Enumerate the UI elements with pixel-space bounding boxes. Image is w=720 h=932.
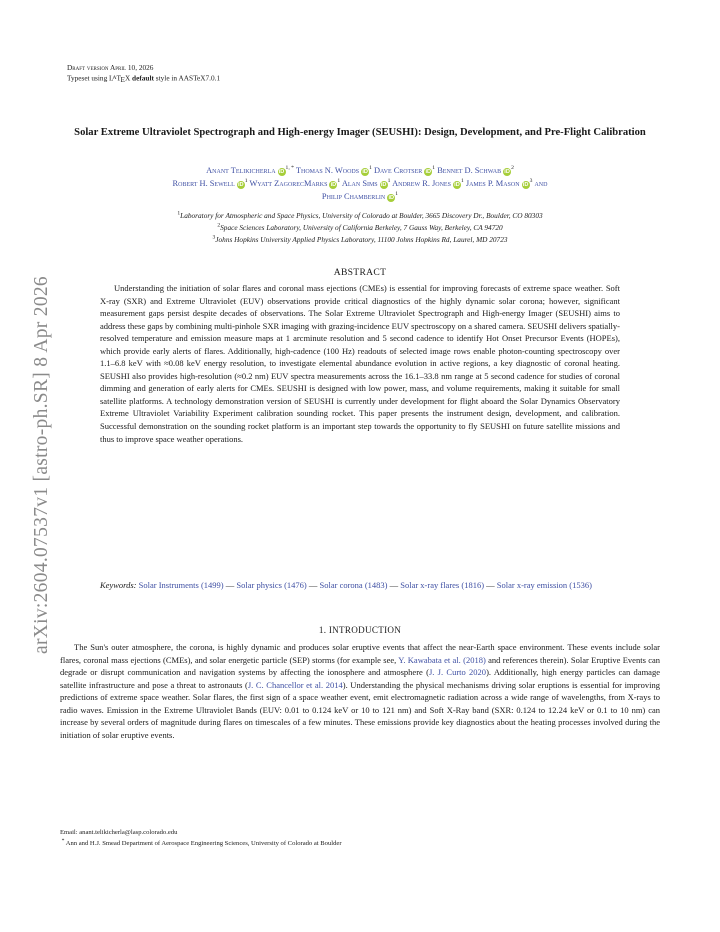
author-affiliation-mark: 1, * xyxy=(285,165,294,172)
affiliation-mark: 3 xyxy=(212,234,216,241)
author-affiliation-mark: 1 xyxy=(337,178,341,184)
keyword-separator: — xyxy=(387,580,401,590)
typeset-bold: default xyxy=(132,73,154,83)
orcid-icon[interactable]: iD xyxy=(522,181,529,188)
keywords xyxy=(100,579,677,592)
affiliation-text: Laboratory for Atmospheric and Space Physics, University of Colorado at Boulder, 3665 Discovery Dr., Boulder, CO 80303 xyxy=(180,211,543,220)
running-header xyxy=(67,63,220,85)
author-name[interactable]: Alan Sims xyxy=(341,178,378,188)
author-list xyxy=(56,165,664,203)
citation-link[interactable]: J. J. Curto 2020 xyxy=(428,667,487,677)
typeset-post: style in AASTeX7.0.1 xyxy=(153,73,221,83)
affiliation xyxy=(60,234,660,246)
affiliation-mark: 1 xyxy=(177,210,181,217)
keyword-link[interactable]: Solar x-ray flares (1816) xyxy=(400,580,485,590)
keyword-link[interactable]: Solar corona (1483) xyxy=(319,580,388,590)
intro-text-2: and references therein). Solar Eruptive Events can degrade or disrupt communication and navigation systems by affecting the ionosphere and atmosphere ( xyxy=(60,654,661,677)
latex-a: A xyxy=(112,75,117,81)
intro-text-3: ). Additionally, high energy particles can damage satellite infrastructure and pose a threat to astronauts ( xyxy=(60,667,660,690)
footnotes xyxy=(60,828,660,849)
draft-line: Draft version April 10, 2026 xyxy=(67,63,154,72)
author-affiliation-mark: 1 xyxy=(432,165,436,172)
arxiv-sidebar xyxy=(22,230,62,700)
affiliation-mark: 2 xyxy=(217,222,221,229)
keyword-link[interactable]: Solar physics (1476) xyxy=(236,580,307,590)
orcid-icon[interactable]: iD xyxy=(237,181,244,188)
keyword-link[interactable]: Solar Instruments (1499) xyxy=(138,580,224,590)
orcid-icon[interactable]: iD xyxy=(380,181,387,188)
orcid-icon[interactable]: iD xyxy=(454,181,460,188)
author-name[interactable]: Robert H. Sewell xyxy=(172,178,235,188)
author-entry xyxy=(250,179,341,188)
author-affiliation-mark: 1 xyxy=(369,165,372,172)
arxiv-identifier[interactable]: arXiv:2604.07537v1 [astro-ph.SR] 8 Apr 2026 xyxy=(31,276,52,654)
authors-and: and xyxy=(534,178,548,188)
paper-title: Solar Extreme Ultraviolet Spectrograph and High-energy Imager (SEUSHI): Design, Development, and Pre-Flight Calibration xyxy=(74,127,646,138)
affiliation xyxy=(60,210,660,222)
keywords-label: Keywords: xyxy=(100,580,137,590)
citation-link[interactable]: Y. Kawabata et al. (2018) xyxy=(398,654,486,665)
keyword-link[interactable]: Solar x-ray emission (1536) xyxy=(496,580,592,590)
orcid-icon[interactable]: iD xyxy=(388,194,395,201)
keyword-separator: — xyxy=(484,580,497,590)
author-name[interactable]: Philip Chamberlin xyxy=(321,191,386,201)
author-entry xyxy=(322,192,398,201)
footnote-mark: * xyxy=(61,837,65,844)
author-name[interactable]: Anant Telikicherla xyxy=(206,166,276,175)
orcid-icon[interactable]: iD xyxy=(425,169,432,175)
author-affiliation-mark: 1 xyxy=(460,178,464,184)
orcid-icon[interactable]: iD xyxy=(504,169,510,175)
keyword-separator: — xyxy=(306,580,320,590)
intro-text-1: The Sun's outer atmosphere, the corona, is highly dynamic and produces solar eruptive events that affect the near-Earth space environment. These events include solar flares, coronal mass ejections (CMEs), and solar energetic particle (SEP) storms (for example see, xyxy=(60,642,660,665)
author-affiliation-mark: 1 xyxy=(244,178,248,184)
author-entry xyxy=(437,166,514,175)
author-entry xyxy=(206,166,294,175)
typeset-pre: Typeset using L xyxy=(67,73,114,83)
author-affiliation-mark: 1 xyxy=(387,178,391,184)
author-name[interactable]: Bennet D. Schwab xyxy=(437,166,502,175)
keyword-separator: — xyxy=(223,580,237,590)
author-entry xyxy=(342,179,391,188)
author-name[interactable]: Wyatt ZagorecMarks xyxy=(249,178,328,188)
author-entry xyxy=(466,179,533,188)
introduction-paragraph xyxy=(60,641,660,741)
latex-x: X xyxy=(124,73,133,83)
affiliation-footnote xyxy=(60,839,660,850)
orcid-icon[interactable]: iD xyxy=(278,169,285,175)
author-affiliation-mark: 3 xyxy=(529,178,533,184)
abstract-heading: ABSTRACT xyxy=(333,267,387,278)
author-affiliation-mark: 2 xyxy=(511,165,514,172)
email-footnote: Email: anant.telikicherla@lasp.colorado.edu xyxy=(60,829,178,836)
intro-text-4: ). Understanding the physical mechanisms driving solar eruptions is essential for improving predictions of extreme space weather. Solar flares, the first sign of a space weather event, emit electromagnetic radiation across a wide range of wavelengths, from X-rays to radio waves. Emission in the Extreme Ultraviolet Bands (EUV: 0.01 to 0.124 keV or 10 to 121 nm) and Soft X-Ray band (SXR: 0.124 to 12.24 keV or 0.1 to 10 nm) can increase by several orders of magnitude during flares on timescales of a few minutes. These emissions provide key diagnostics about the heating processes involved during the initiation of solar eruptive events. xyxy=(60,679,660,740)
orcid-icon[interactable]: iD xyxy=(362,169,368,175)
author-name[interactable]: Dave Crotser xyxy=(374,166,423,175)
author-affiliation-mark: 1 xyxy=(395,190,399,197)
author-entry xyxy=(374,166,435,175)
author-entry xyxy=(392,179,464,188)
footnote-text: Ann and H.J. Smead Department of Aerospace Engineering Sciences, University of Colorado at Boulder xyxy=(65,839,342,847)
citation-link[interactable]: J. C. Chancellor et al. 2014 xyxy=(247,679,343,690)
latex-t: T xyxy=(116,73,121,83)
author-name[interactable]: Andrew R. Jones xyxy=(392,178,451,188)
typeset-line xyxy=(67,73,220,85)
orcid-icon[interactable]: iD xyxy=(330,181,337,188)
author-entry xyxy=(296,166,372,175)
affiliation-text: Space Sciences Laboratory, University of California Berkeley, 7 Gauss Way, Berkeley, CA 94720 xyxy=(220,223,503,232)
author-name[interactable]: Thomas N. Woods xyxy=(295,166,360,175)
abstract-text: Understanding the initiation of solar flares and coronal mass ejections (CMEs) is essential for improving forecasts of extreme space weather. Soft X-ray (SXR) and Extreme Ultraviolet (EUV) observations provide critical diagnostics of the highly dynamic solar corona; however, significant measurement gaps persist despite decades of observations. The Solar Extreme Ultraviolet Spectrograph and High-energy Imager (SEUSHI) aims to address these gaps by combining multi-pinhole SXR imaging with grazing-incidence EUV spectroscopy on a shared camera. SEUSHI delivers spatially-resolved temperature and emission measure maps at 1 arcminute resolution and 5 second cadence to identify Hot Onset Precursor Events (HOPEs), which provide early alerts of flares. Additionally, high-cadence (100 Hz) readouts of selected image rows enable photon-counting spectroscopy over 1.1–6.8 keV with ≈0.08 keV energy resolution, to investigate elemental abundance evolution in active regions, a key diagnostic of coronal heating. SEUSHI also provides high-resolution (≈0.2 nm) EUV spectra measurements across the 16.1–33.8 nm range at 5 second cadence for studies of coronal dimming and generation of early alerts for CMEs. SEUSHI is designed with low power, mass, and volume requirements, making it suitable for small satellite platforms. A technology demonstration version of SEUSHI is currently under development for flight aboard the Solar Dynamics Observatory Extreme Ultraviolet Variability Experiment calibration sounding rocket. This paper presents the instrument design, development, and calibration. Successful demonstration on the sounding rocket platform is an important step towards the opportunity to fly SEUSHI on future satellite missions and thus to improve space weather operations. xyxy=(100,283,620,444)
affiliation-text: Johns Hopkins University Applied Physics Laboratory, 11100 Johns Hopkins Rd, Laurel, MD 20723 xyxy=(215,235,508,244)
affiliation xyxy=(60,222,660,234)
section-heading-introduction: 1. INTRODUCTION xyxy=(318,625,402,635)
affiliation-list xyxy=(60,210,660,246)
author-name[interactable]: James P. Mason xyxy=(465,178,520,188)
latex-e: E xyxy=(120,75,125,84)
author-entry xyxy=(173,179,248,188)
